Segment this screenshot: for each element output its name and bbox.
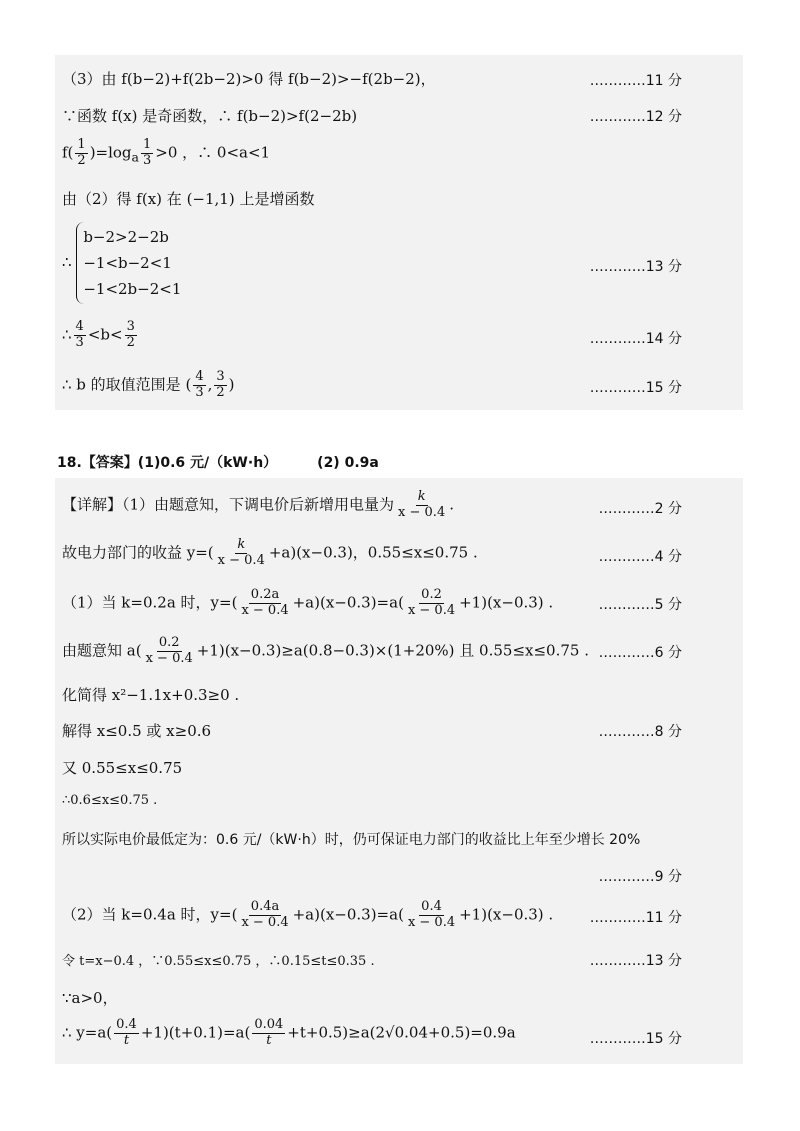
q18-d6: 解得 x≤0.5 或 x≥0.6 <box>62 722 212 740</box>
inequality-system: b−2>2−2b −1<b−2<1 −1<2b−2<1 <box>76 222 187 304</box>
part3-line1: （3）由 f(b−2)+f(2b−2)>0 得 f(b−2)>−f(2b−2)， <box>62 70 436 88</box>
score-4: …………4 分 <box>598 549 682 565</box>
score-15-part3: …………15 分 <box>589 380 682 396</box>
q18-d8: ∴0.6≤x≤0.75 . <box>62 793 158 808</box>
part3-line3: f( $\frac{1}{2}$ )$=\log_a$ $\frac{1}{3}$ >0 ，∴ 0<a<1 <box>62 137 271 168</box>
score-9: …………9 分 <box>598 869 682 885</box>
q18-e2: 令 t=x−0.4 ，∵0.55≤x≤0.75 ，∴0.15≤t≤0.35 . <box>62 954 375 969</box>
part3-system: ∴ b−2>2−2b −1<b−2<1 −1<2b−2<1 <box>62 222 740 304</box>
q18-e3: ∵a>0， <box>62 989 118 1007</box>
q18-d2: 故电力部门的收益 y=( $\frac{k}{x - 0.4}$ +a)(x−0.3)，0.55≤x≤0.75 . <box>62 537 478 568</box>
q18-e1: （2）当 k=0.4a 时，y=( $\frac{0.4a}{x - 0.4}$ +a)(x−0.3)=a( $\frac{0.4}{x - 0.4}$ +1)(x−0.3) . <box>62 899 554 930</box>
part3-line2: ∵函数 f(x) 是奇函数，∴ f(b−2)>f(2−2b) <box>62 107 358 125</box>
score-8: …………8 分 <box>598 724 682 740</box>
q18-e4: ∴ y=a( $\frac{0.4}{t}$ +1)(t+0.1)=a( $\frac{0.04}{t}$ +t+0.5)≥a(2√0.04+0.5)=0.9a <box>62 1017 516 1048</box>
q18-d7: 又 0.55≤x≤0.75 <box>62 759 183 777</box>
score-13: …………13 分 <box>589 259 682 275</box>
score-14: …………14 分 <box>589 331 682 347</box>
q18-d1: 【详解】（1）由题意知，下调电价后新增用电量为 $\frac{k}{x - 0.4}$ . <box>62 489 454 520</box>
score-12: …………12 分 <box>589 109 682 125</box>
answer-header: 18.【答案】(1)0.6 元/（kW·h） (2) 0.9a <box>57 455 379 471</box>
q18-d9: 所以实际电价最低定为：0.6 元/（kW·h）时，仍可保证电力部门的收益比上年至少增长 20% <box>62 832 641 848</box>
score-11: …………11 分 <box>589 73 682 89</box>
fraction: $\frac{1}{2}$ <box>77 137 86 168</box>
score-11-q18: …………11 分 <box>589 910 682 926</box>
score-15-q18: …………15 分 <box>589 1031 682 1047</box>
part3-line4: 由（2）得 f(x) 在 (−1,1) 上是增函数 <box>62 190 315 208</box>
score-13-q18: …………13 分 <box>589 953 682 969</box>
part3-inequality: ∴ $\frac{4}{3}$ <b< $\frac{3}{2}$ <box>62 319 135 350</box>
score-6: …………6 分 <box>598 645 682 661</box>
fraction: $\frac{1}{3}$ <box>143 137 152 168</box>
q18-d3: （1）当 k=0.2a 时，y=( $\frac{0.2a}{x - 0.4}$ +a)(x−0.3)=a( $\frac{0.2}{x - 0.4}$ +1)(x−0.3) . <box>62 587 554 618</box>
q18-d5: 化简得 x²−1.1x+0.3≥0 . <box>62 686 240 704</box>
part3-range: ∴ b 的取值范围是 ( $\frac{4}{3}$ , $\frac{3}{2}$ ) <box>62 369 235 400</box>
score-2: …………2 分 <box>598 501 682 517</box>
q18-d4: 由题意知 a( $\frac{0.2}{x - 0.4}$ +1)(x−0.3)≥a(0.8−0.3)×(1+20%) 且 0.55≤x≤0.75 . <box>62 635 589 666</box>
score-5: …………5 分 <box>598 597 682 613</box>
